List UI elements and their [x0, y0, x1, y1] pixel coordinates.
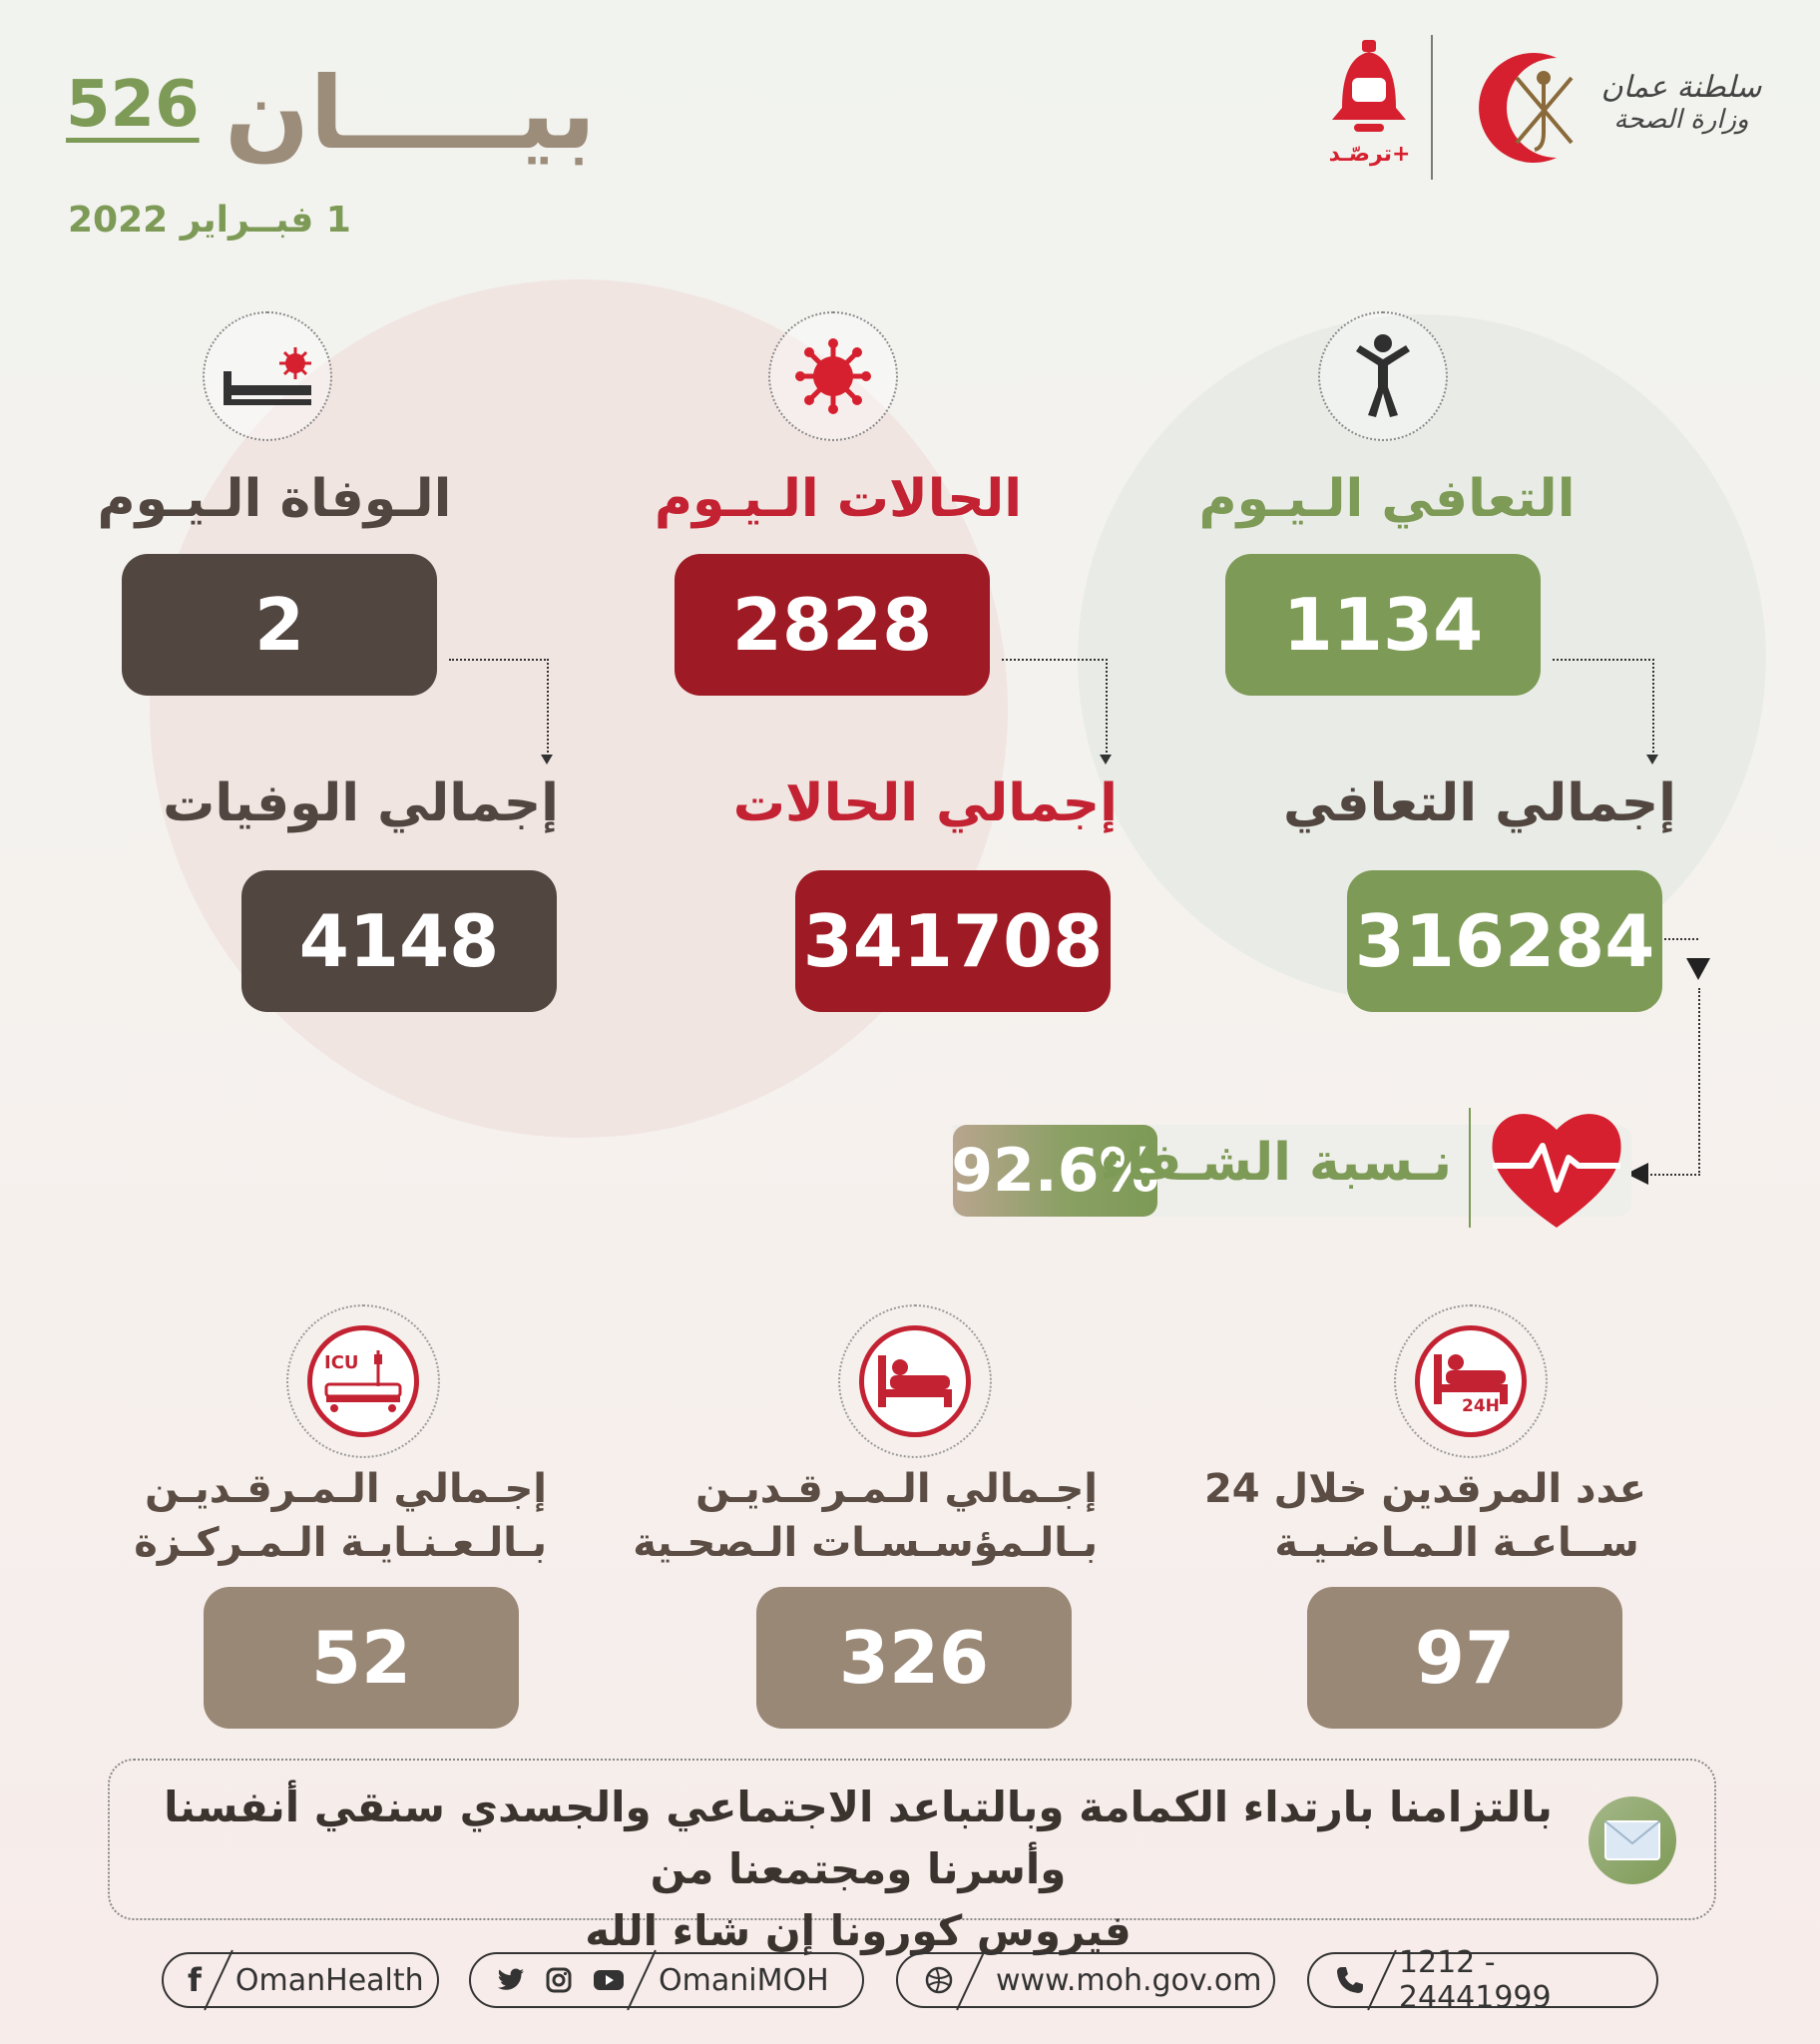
- phone-pill[interactable]: [1307, 1945, 1658, 2015]
- phone-number: 1212 - 24441999: [1398, 1945, 1552, 2015]
- deaths-total-label: إجمالي الوفيات: [163, 773, 559, 833]
- recovery-today-label: التعافي الـيـوم: [1198, 469, 1576, 529]
- envelope-icon: [1589, 1796, 1676, 1884]
- statement-date: 1 فبــراير 2022: [68, 200, 351, 241]
- cure-connector: [1642, 988, 1700, 1176]
- phone-icon: [1335, 1965, 1365, 1995]
- icu-badge: ICU: [324, 1352, 359, 1373]
- icu-value: 52: [204, 1587, 519, 1729]
- admitted-value: 326: [756, 1587, 1072, 1729]
- awareness-message-line2: فيروس كورونا إن شاء الله: [585, 1906, 1132, 1955]
- cases-total-label: إجمالي الحالات: [732, 773, 1118, 833]
- admitted-label-line1: إجـمالي الـمـرقـديـن: [695, 1466, 1098, 1512]
- pill-divider: [1367, 1950, 1397, 2011]
- facebook-pill[interactable]: [162, 1952, 439, 2008]
- cure-rate-label: نـسبة الشـفاء: [1100, 1133, 1452, 1193]
- recovery-total-label: إجمالي التعافي: [1282, 773, 1676, 833]
- ministry-name: [1592, 70, 1771, 135]
- facebook-icon: f: [188, 1961, 202, 1999]
- admitted-label-line2: بـالـمؤسـسـات الـصحـية: [633, 1520, 1098, 1566]
- recovery-today-value: 1134: [1225, 554, 1541, 696]
- pill-divider: [627, 1950, 657, 2011]
- deaths-today-value: 2: [122, 554, 437, 696]
- awareness-message-line1: بالتزامنا بارتداء الكمامة وبالتباعد الاجتماعي والجسدي سنقي أنفسنا وأسرنا ومجتمعنا من: [164, 1783, 1553, 1893]
- social-handle: OmaniMOH: [659, 1962, 829, 1998]
- bed-virus-icon: [218, 341, 317, 411]
- cases-connector: [1002, 659, 1108, 761]
- virus-icon: [793, 336, 873, 416]
- statement-title: بيـــــان: [225, 55, 597, 172]
- cases-total-value: 341708: [795, 870, 1111, 1012]
- deaths-today-label: الـوفاة الـيـوم: [97, 469, 452, 529]
- cases-today-value: 2828: [675, 554, 990, 696]
- last24-label: [1203, 1462, 1646, 1570]
- icu-bed-icon: [322, 1346, 404, 1416]
- admitted-label: [633, 1462, 1098, 1570]
- recovery-connector: [1553, 659, 1654, 761]
- globe-icon: [924, 1965, 954, 1995]
- ministry-name-line1: سلطنة عمان: [1600, 70, 1762, 105]
- last24-icon-ring: [1394, 1304, 1548, 1458]
- twitter-icon: [497, 1968, 525, 1992]
- statement-number: 526: [66, 68, 200, 142]
- bed-24h-icon: [1432, 1346, 1510, 1416]
- heart-pulse-icon: [1487, 1098, 1626, 1238]
- icu-label: [134, 1462, 547, 1570]
- recovery-total-value: 316284: [1347, 870, 1662, 1012]
- recovery-icon-ring: [1318, 311, 1448, 441]
- admitted-icon-ring: [838, 1304, 992, 1458]
- cure-connector-top: [1664, 938, 1698, 942]
- ministry-emblem-logo: [1457, 38, 1596, 178]
- deaths-connector: [449, 659, 549, 761]
- recovery-connector-arrow: [1646, 755, 1658, 765]
- website-url: www.moh.gov.om: [996, 1962, 1262, 1998]
- cases-connector-arrow: [1100, 755, 1112, 765]
- icu-icon-ring: [286, 1304, 440, 1458]
- icu-label-line2: بـالـعـنـايـة الـمـركـزة: [134, 1520, 547, 1566]
- bell-icon: [1322, 38, 1417, 138]
- ministry-name-line2: وزارة الصحة: [1613, 105, 1749, 135]
- cure-rate-value: 92.6%: [953, 1125, 1157, 1217]
- facebook-handle: OmanHealth: [234, 1962, 424, 1998]
- instagram-icon: [545, 1966, 573, 1994]
- tarassud-label: ترصّـد+: [1328, 142, 1411, 167]
- website-pill[interactable]: [896, 1952, 1275, 2008]
- header-divider: [1431, 35, 1433, 180]
- social-pill[interactable]: [469, 1952, 864, 2008]
- youtube-icon: [593, 1968, 625, 1992]
- last24-label-line1: عدد المرقدين خلال 24: [1203, 1466, 1646, 1512]
- recovered-person-icon: [1348, 331, 1418, 421]
- cases-icon-ring: [768, 311, 898, 441]
- pill-divider: [204, 1950, 233, 2011]
- cure-connector-arrow-down: [1686, 958, 1710, 980]
- deaths-total-value: 4148: [241, 870, 557, 1012]
- tarassud-logo: [1322, 38, 1417, 178]
- awareness-message: [150, 1777, 1567, 1962]
- cure-divider: [1469, 1108, 1471, 1228]
- hospital-bed-icon: [876, 1351, 954, 1411]
- last24-label-line2: ســاعـة الـمـاضـيـة: [1274, 1520, 1639, 1566]
- cases-today-label: الحالات الـيـوم: [654, 469, 1023, 529]
- deaths-connector-arrow: [541, 755, 553, 765]
- last24-badge: 24H: [1462, 1396, 1500, 1416]
- icu-label-line1: إجـمالي الـمـرقـديـن: [145, 1466, 547, 1512]
- last24-value: 97: [1307, 1587, 1622, 1729]
- pill-divider: [956, 1950, 986, 2011]
- deaths-icon-ring: [203, 311, 332, 441]
